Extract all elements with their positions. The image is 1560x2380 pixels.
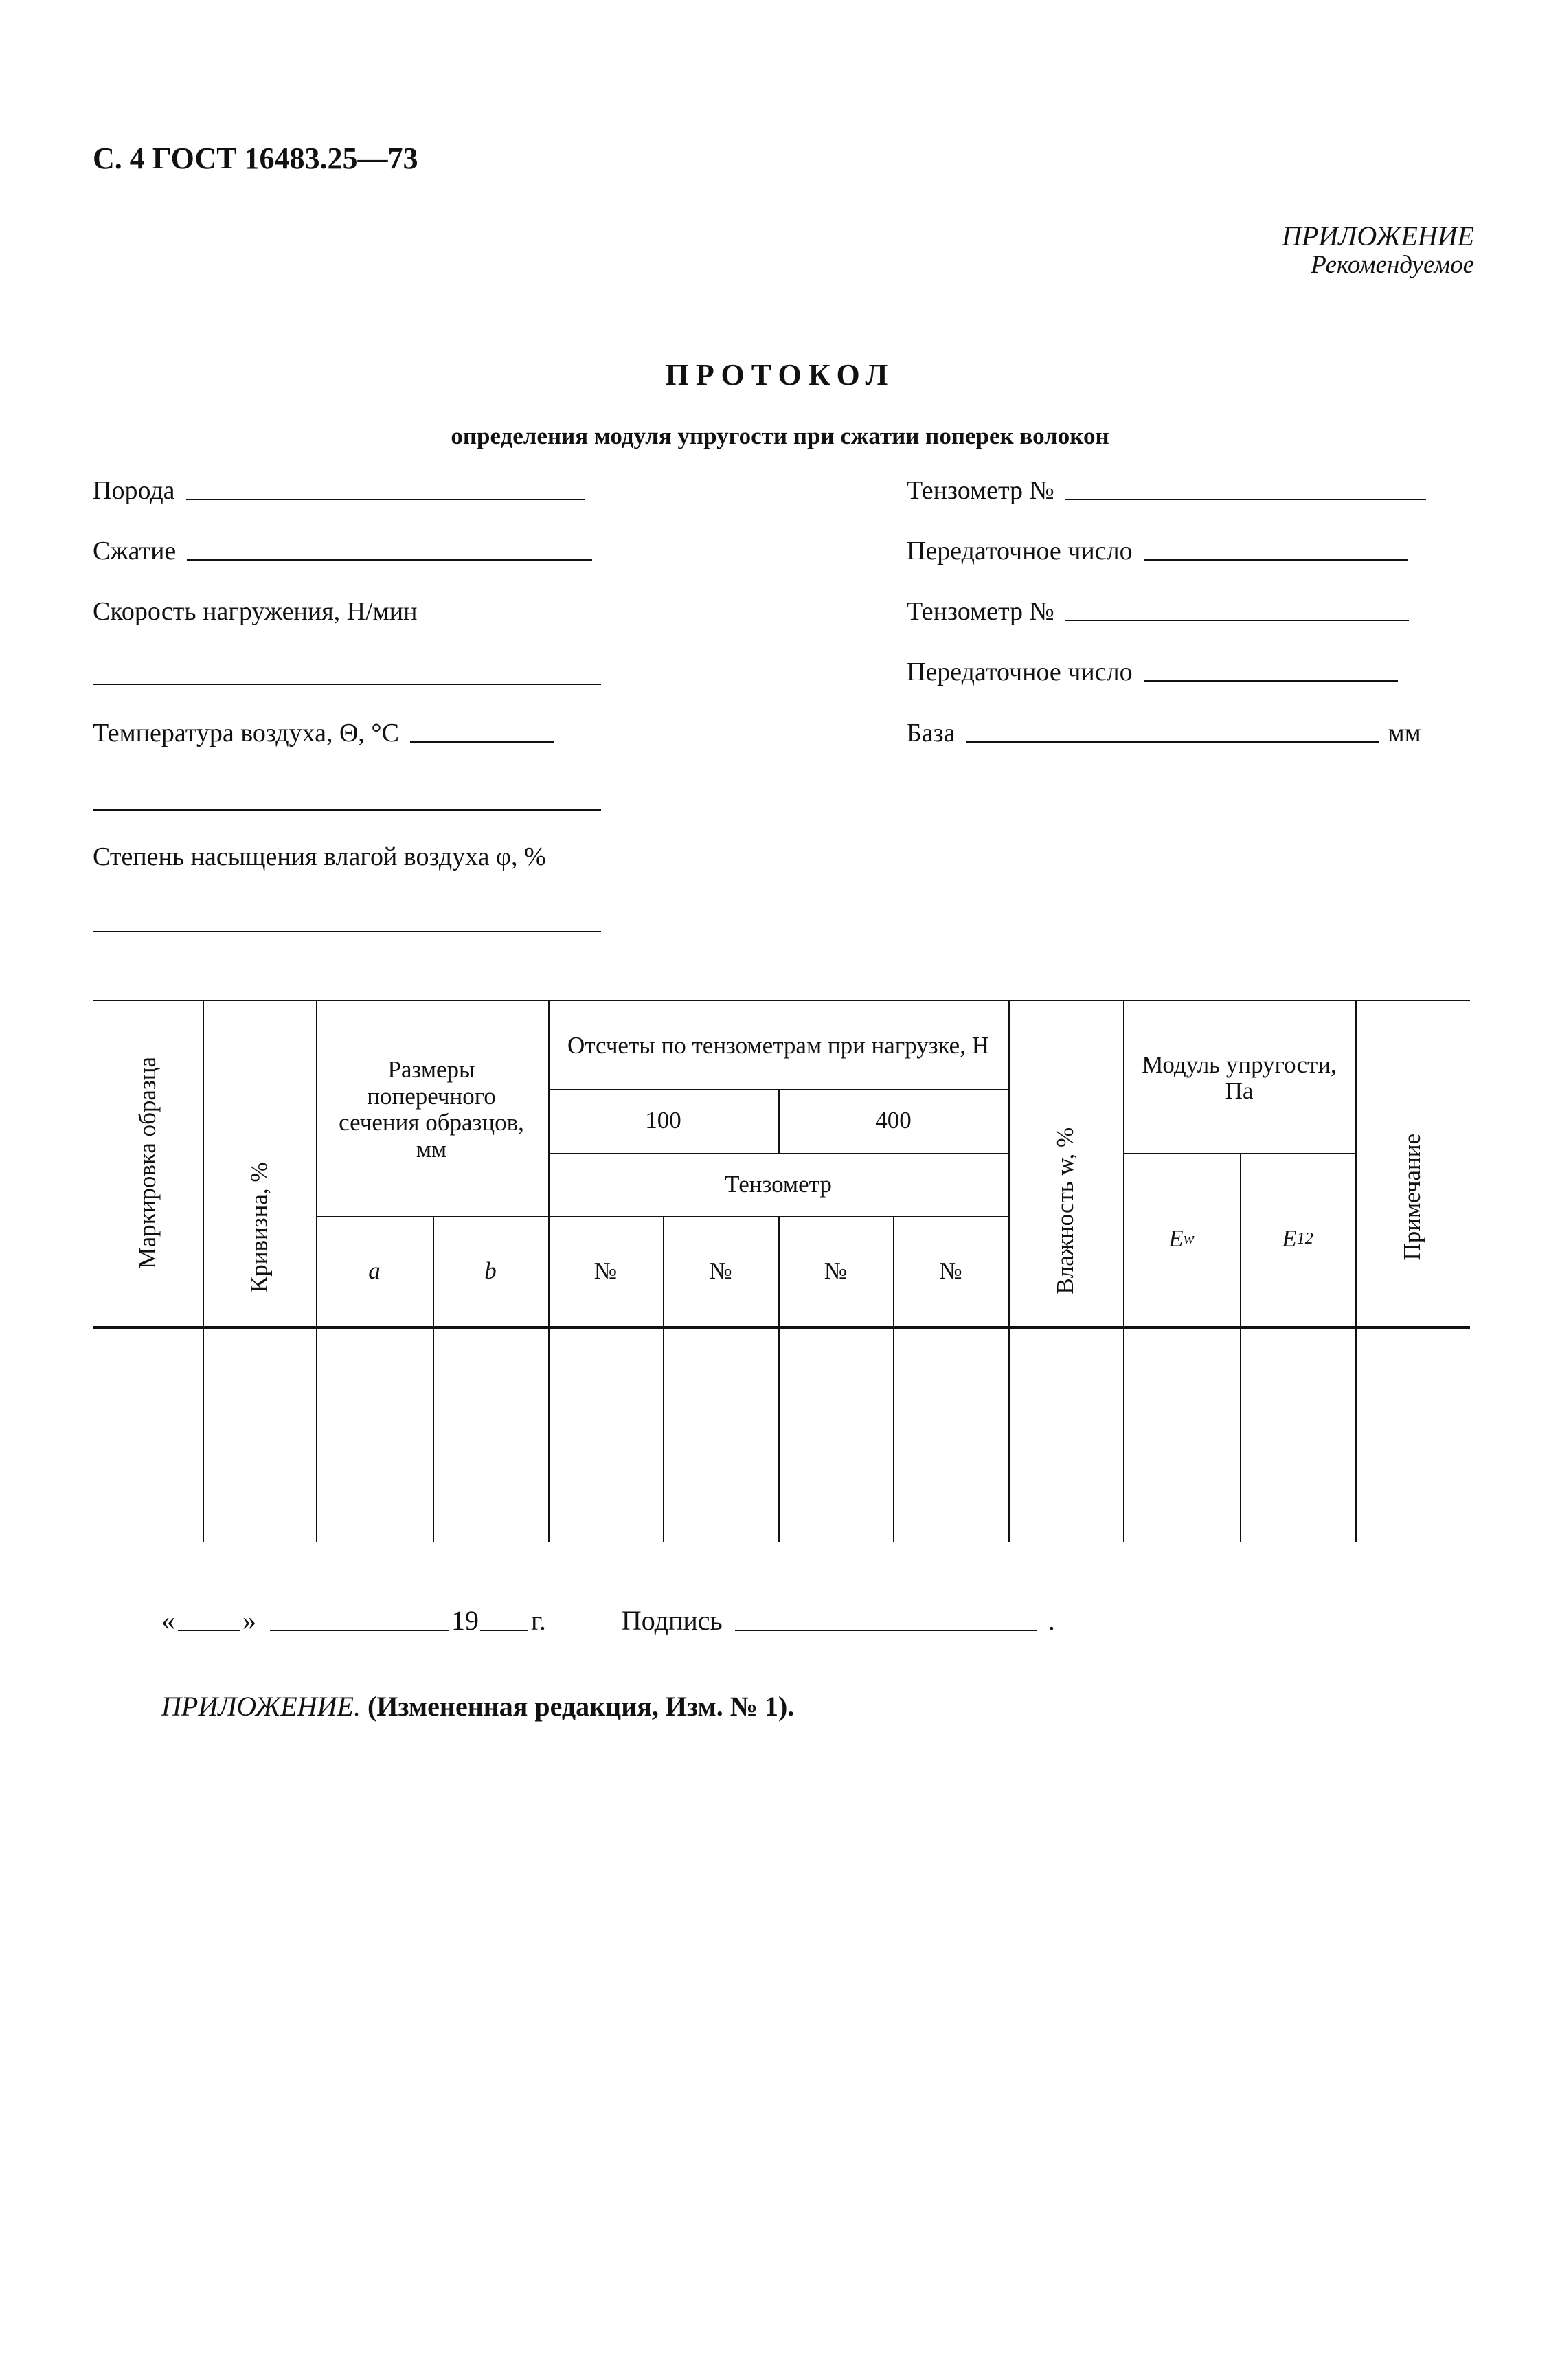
header-num-2: № <box>709 1257 732 1284</box>
header-readings: Отсчеты по тензометрам при нагрузке, Н <box>567 1032 989 1059</box>
header-num-4: № <box>939 1257 962 1284</box>
appendix-block <box>1282 221 1474 280</box>
header-marking <box>93 1000 203 1326</box>
header-note-text: Примечание <box>1399 1134 1426 1261</box>
field-air-temp-label: Температура воздуха, Θ, °С <box>93 719 399 748</box>
header-marking-text: Маркировка образца <box>133 1057 161 1269</box>
year-field[interactable] <box>480 1629 528 1631</box>
header-num-3: № <box>824 1257 848 1284</box>
header-dimensions: Размеры поперечного сечения образцов, мм <box>339 1056 524 1163</box>
document-title: ПРОТОКОЛ <box>665 358 895 392</box>
field-tensometer-1[interactable] <box>907 475 1426 506</box>
document-subtitle: определения модуля упругости при сжатии поперек волокон <box>451 423 1109 449</box>
field-base-unit: мм <box>1388 719 1421 748</box>
amendment-note <box>161 1690 794 1722</box>
appendix-status: Рекомендуемое <box>1311 251 1474 279</box>
header-modulus: Модуль упругости, Па <box>1142 1051 1337 1104</box>
header-load-400: 400 <box>875 1107 912 1134</box>
field-ratio-1[interactable] <box>907 536 1408 566</box>
amendment-note-text: (Измененная редакция, Изм. № 1). <box>367 1691 795 1722</box>
field-humidity-label: Степень насыщения влагой воздуха φ, % <box>93 842 546 871</box>
date-signature-line <box>161 1604 1055 1637</box>
field-compression-line[interactable] <box>187 559 592 561</box>
header-ew: E w <box>1168 1224 1195 1252</box>
page-header: С. 4 ГОСТ 16483.25—73 <box>93 142 418 175</box>
signature-period: . <box>1048 1605 1055 1636</box>
field-ratio-2-label: Передаточное число <box>907 658 1133 686</box>
header-col-a: a <box>368 1257 381 1284</box>
header-load-100: 100 <box>645 1107 681 1134</box>
quote-close: » <box>242 1605 256 1636</box>
field-compression[interactable] <box>93 536 592 566</box>
year-suffix: г. <box>531 1605 546 1636</box>
signature-label: Подпись <box>621 1605 723 1636</box>
field-tensometer-1-label: Тензометр № <box>907 476 1054 505</box>
header-e12: E 12 <box>1282 1224 1313 1252</box>
signature-field[interactable] <box>735 1629 1037 1631</box>
header-moisture-text: Влажность w, % <box>1052 1127 1079 1294</box>
field-ratio-2-line[interactable] <box>1144 680 1398 682</box>
field-breed-label: Порода <box>93 476 175 505</box>
field-air-temp-line2[interactable] <box>93 809 601 811</box>
field-humidity-line[interactable] <box>93 931 601 932</box>
quote-open: « <box>161 1605 175 1636</box>
field-tensometer-1-line[interactable] <box>1065 498 1426 500</box>
field-base-label: База <box>907 719 956 748</box>
field-load-rate <box>93 596 417 627</box>
field-ratio-1-line[interactable] <box>1144 559 1408 561</box>
header-tensometer: Тензометр <box>725 1170 832 1198</box>
year-prefix: 19 <box>451 1605 479 1636</box>
field-breed-line[interactable] <box>186 498 585 500</box>
header-col-b: b <box>484 1257 497 1284</box>
header-note <box>1355 1000 1470 1326</box>
field-load-rate-label: Скорость нагружения, Н/мин <box>93 597 418 626</box>
amendment-note-label: ПРИЛОЖЕНИЕ. <box>161 1691 361 1722</box>
field-humidity <box>93 842 546 872</box>
field-air-temp[interactable] <box>93 718 554 748</box>
field-ratio-1-label: Передаточное число <box>907 537 1133 565</box>
appendix-label: ПРИЛОЖЕНИЕ <box>1282 221 1474 251</box>
header-moisture <box>1008 1000 1123 1326</box>
field-load-rate-line[interactable] <box>93 684 601 685</box>
field-ratio-2[interactable] <box>907 657 1398 687</box>
field-base[interactable] <box>907 718 1421 748</box>
field-base-line[interactable] <box>966 741 1379 743</box>
field-compression-label: Сжатие <box>93 537 177 565</box>
table-body[interactable] <box>93 1329 1470 1542</box>
field-tensometer-2-line[interactable] <box>1065 619 1409 621</box>
field-air-temp-line[interactable] <box>410 741 554 743</box>
month-field[interactable] <box>270 1629 449 1631</box>
field-tensometer-2[interactable] <box>907 596 1409 627</box>
header-curvature <box>203 1000 316 1326</box>
header-num-1: № <box>594 1257 618 1284</box>
field-tensometer-2-label: Тензометр № <box>907 597 1054 626</box>
header-curvature-text: Кривизна, % <box>245 1161 273 1292</box>
field-breed[interactable] <box>93 475 585 506</box>
day-field[interactable] <box>178 1629 240 1631</box>
